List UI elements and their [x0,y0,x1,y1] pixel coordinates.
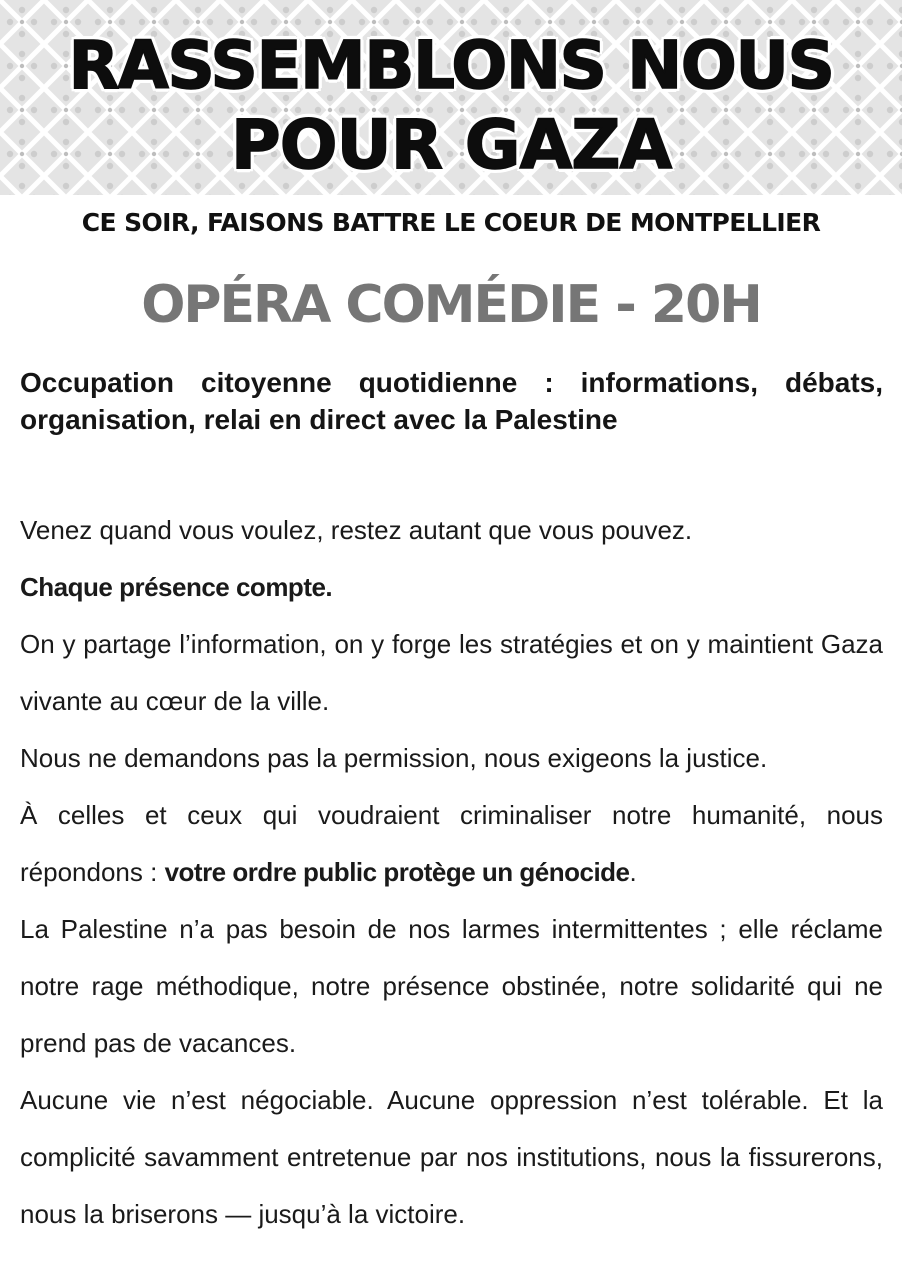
paragraph-4-end: . [629,857,637,887]
body-text [20,502,883,1243]
paragraph-1 [20,502,883,616]
paragraph-1-text: Venez quand vous voulez, restez autant que vous pouvez. [20,515,693,545]
intro-text: Occupation citoyenne quotidienne : informations, débats, organisation, relai en direct avec la Palestine [20,367,883,435]
paragraph-2: On y partage l’information, on y forge les stratégies et on y maintient Gaza vivante au cœur de la ville. [20,629,883,716]
paragraph-4-emphasis: votre ordre public protège un génocide [164,857,630,887]
paragraph-6: Aucune vie n’est négociable. Aucune oppression n’est tolérable. Et la complicité savamment entretenue par nos institutions, nous la fissurerons, nous la briserons — jusqu’à la victoire. [20,1085,883,1229]
paragraph-4 [20,787,883,901]
paragraph-5: La Palestine n’a pas besoin de nos larmes intermittentes ; elle réclame notre rage méthodique, notre présence obstinée, notre solidarité qui ne prend pas de vacances. [20,914,883,1058]
event-location-time: OPÉRA COMÉDIE - 20H [141,275,761,335]
headline-line-1: RASSEMBLONS NOUS [68,27,834,104]
subtitle: CE SOIR, FAISONS BATTRE LE COEUR DE MONTPELLIER [81,208,821,237]
paragraph-3: Nous ne demandons pas la permission, nous exigeons la justice. [20,743,768,773]
paragraph-4-text: À celles et ceux qui voudraient criminaliser notre humanité, nous répondons : [20,800,883,887]
paragraph-1-emphasis: Chaque présence compte. [20,572,333,602]
headline-line-2: POUR GAZA [230,106,672,185]
keffiyeh-pattern-banner [0,0,902,195]
